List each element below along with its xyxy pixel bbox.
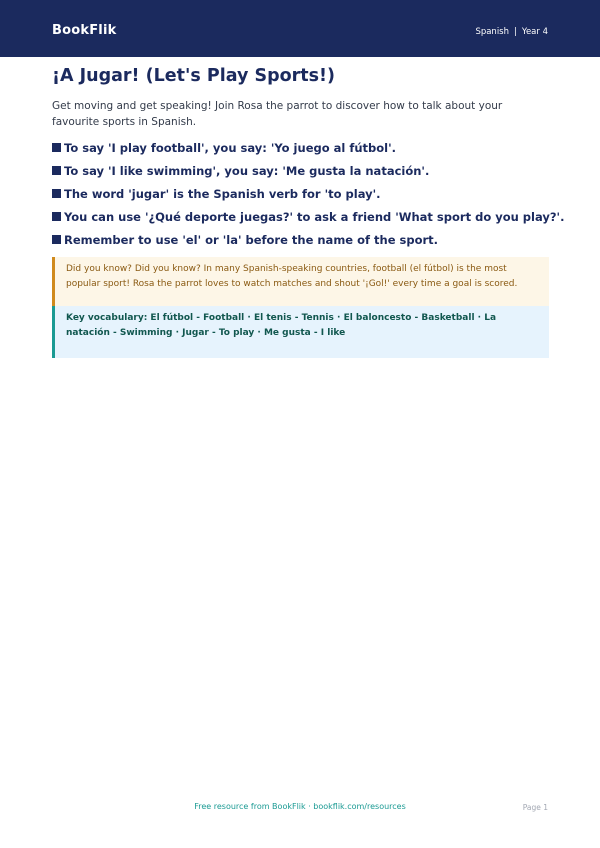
header-meta: [475, 27, 548, 37]
square-bullet-icon: [52, 212, 61, 221]
intro-paragraph: Get moving and get speaking! Join Rosa the parrot to discover how to talk about your favourite sports in Spanish.: [52, 100, 503, 128]
point-text: The word 'jugar' is the Spanish verb for 'to play'.: [64, 186, 381, 201]
page-title: ¡A Jugar! (Let's Play Sports!): [52, 66, 336, 86]
list-item: [52, 205, 565, 228]
brand-logo: BookFlik: [52, 23, 117, 38]
page-number: Page 1: [522, 803, 548, 812]
footer-resource-link[interactable]: Free resource from BookFlik · bookflik.com/resources: [194, 802, 406, 811]
year-label: Year 4: [521, 27, 548, 37]
list-item: [52, 182, 552, 205]
key-points-list: [52, 136, 565, 251]
subject-label: Spanish: [475, 27, 510, 37]
point-text: To say 'I like swimming', you say: 'Me gusta la natación'.: [64, 163, 430, 178]
list-item: [52, 228, 552, 251]
page-header: [0, 0, 600, 57]
meta-separator: |: [514, 27, 517, 37]
square-bullet-icon: [52, 189, 61, 198]
point-text: To say 'I play football', you say: 'Yo juego al fútbol'.: [64, 140, 396, 155]
square-bullet-icon: [52, 166, 61, 175]
did-you-know-callout: Did you know? Did you know? In many Spanish-speaking countries, football (el fútbol) is the most popular sport! Rosa the parrot loves to watch matches and shout '¡Gol!' every time a goal is scored.: [52, 257, 549, 306]
list-item: [52, 159, 552, 182]
point-text: You can use '¿Qué deporte juegas?' to ask a friend 'What sport do you play?'.: [64, 209, 565, 224]
square-bullet-icon: [52, 235, 61, 244]
point-text: Remember to use 'el' or 'la' before the name of the sport.: [64, 232, 439, 247]
list-item: [52, 136, 552, 159]
square-bullet-icon: [52, 143, 61, 152]
key-vocabulary-box: Key vocabulary: El fútbol - Football · El tenis - Tennis · El baloncesto - Basketball · La natación - Swimming · Jugar - To play · Me gusta - I like: [52, 306, 549, 358]
